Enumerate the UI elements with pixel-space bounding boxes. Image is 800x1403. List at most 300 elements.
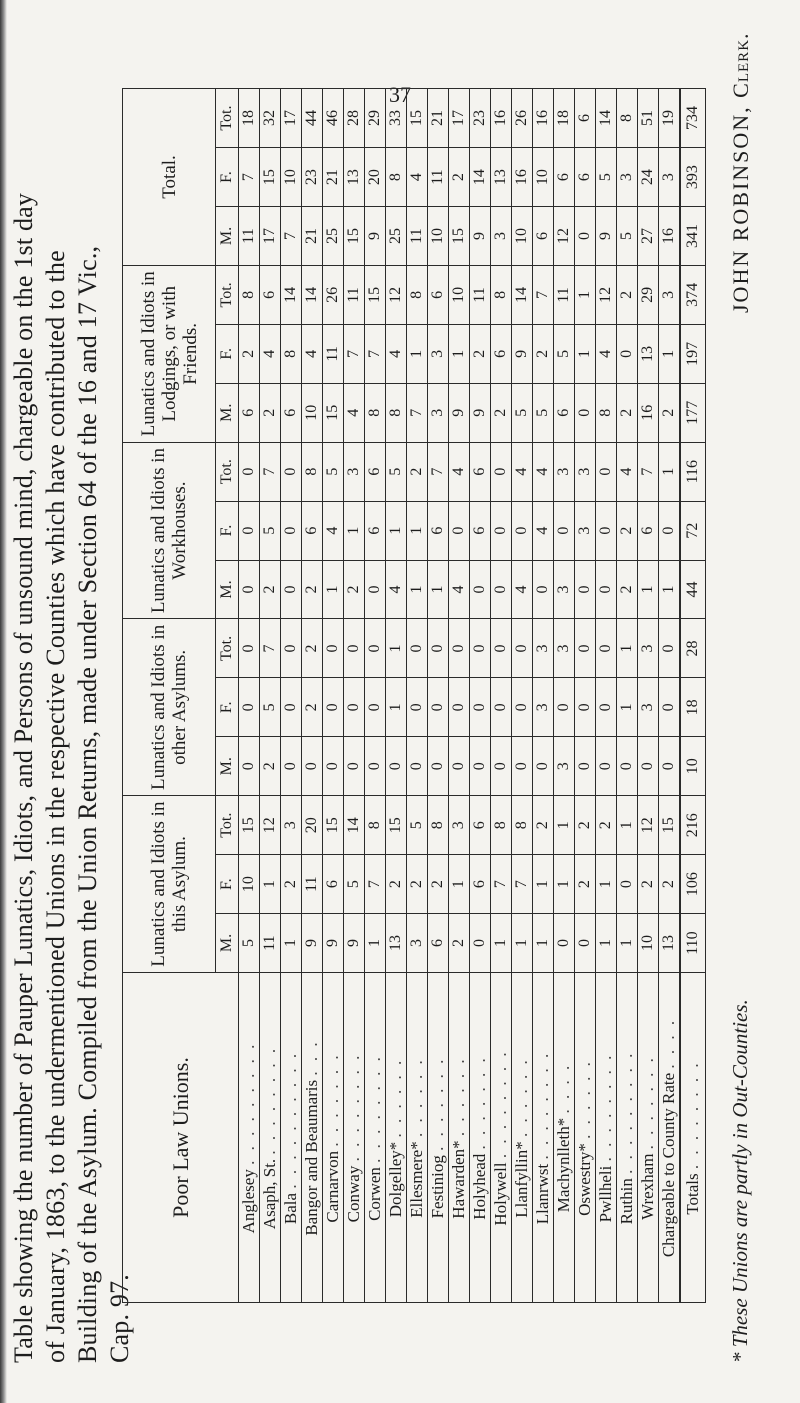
cell-value: 4 (449, 442, 470, 501)
cell-value: 0 (365, 737, 386, 796)
table-title (8, 43, 136, 1363)
cell-value: 1 (533, 914, 554, 973)
cell-value: 8 (386, 383, 407, 442)
cell-value: 9 (449, 383, 470, 442)
cell-value: 5 (554, 324, 575, 383)
leader-dots: . . . . . . (407, 1057, 426, 1138)
cell-value: 0 (596, 501, 617, 560)
union-label: Asaph, St. (260, 1158, 279, 1230)
cell-value: 17 (260, 207, 281, 266)
cell-value: 4 (512, 560, 533, 619)
cell-value: 46 (323, 89, 344, 148)
cell-value: 7 (638, 442, 659, 501)
cell-value: 11 (239, 207, 260, 266)
union-name (281, 973, 302, 1303)
cell-value: 8 (365, 796, 386, 855)
union-name (365, 973, 386, 1303)
cell-value: 3 (554, 442, 575, 501)
cell-value: 4 (323, 501, 344, 560)
cell-value: 6 (239, 383, 260, 442)
cell-value: 6 (281, 383, 302, 442)
subheader-1-tot: Tot. (216, 796, 239, 855)
cell-value: 0 (575, 914, 596, 973)
union-name (617, 973, 638, 1303)
cell-value: 0 (344, 737, 365, 796)
cell-value: 4 (302, 324, 323, 383)
cell-value: 11 (260, 914, 281, 973)
cell-value: 8 (491, 796, 512, 855)
subheader-3-m: M. (216, 560, 239, 619)
cell-value: 6 (323, 855, 344, 914)
title-line-1: Table showing the number of Pauper Lunatics, Idiots, and Persons of unsound mind, chargeable on the 1st day (9, 192, 38, 1363)
cell-value: 0 (512, 678, 533, 737)
cell-value: 4 (512, 442, 533, 501)
union-name (407, 973, 428, 1303)
cell-value: 3 (638, 619, 659, 678)
cell-value: 0 (575, 383, 596, 442)
cell-value: 8 (281, 324, 302, 383)
cell-value: 0 (512, 737, 533, 796)
cell-value: 10 (512, 207, 533, 266)
cell-value: 0 (659, 501, 681, 560)
total-value: 177 (680, 383, 706, 442)
cell-value: 0 (554, 914, 575, 973)
subheader-3-tot: Tot. (216, 442, 239, 501)
cell-value: 6 (533, 207, 554, 266)
cell-value: 2 (428, 855, 449, 914)
cell-value: 0 (428, 737, 449, 796)
cell-value: 15 (449, 207, 470, 266)
cell-value: 3 (428, 324, 449, 383)
union-label: Bangor and Beaumaris (302, 1079, 321, 1236)
cell-value: 3 (533, 619, 554, 678)
cell-value: 2 (617, 383, 638, 442)
total-value: 116 (680, 442, 706, 501)
union-label: Holyhead (470, 1153, 489, 1220)
table-row (386, 89, 407, 1303)
cell-value: 11 (554, 265, 575, 324)
cell-value: 3 (617, 148, 638, 207)
cell-value: 0 (365, 560, 386, 619)
cell-value: 0 (491, 737, 512, 796)
cell-value: 21 (428, 89, 449, 148)
cell-value: 0 (470, 914, 491, 973)
cell-value: 7 (533, 265, 554, 324)
union-label: Ellesmere (407, 1149, 426, 1218)
cell-value: 9 (512, 324, 533, 383)
cell-value: 14 (512, 265, 533, 324)
cell-value: 0 (596, 442, 617, 501)
subheader-3-f: F. (216, 501, 239, 560)
cell-value: 25 (323, 207, 344, 266)
cell-value: 2 (239, 324, 260, 383)
cell-value: 3 (575, 501, 596, 560)
cell-value: 0 (407, 737, 428, 796)
union-label: Anglesey (239, 1169, 258, 1234)
cell-value: 0 (428, 678, 449, 737)
cell-value: 8 (596, 383, 617, 442)
cell-value: 0 (365, 678, 386, 737)
subheader-2-f: F. (216, 678, 239, 737)
table-row (428, 89, 449, 1303)
cell-value: 4 (449, 560, 470, 619)
cell-value: 15 (365, 265, 386, 324)
cell-value: 15 (407, 89, 428, 148)
cell-value: 1 (407, 501, 428, 560)
cell-value: 14 (281, 265, 302, 324)
cell-value: 10 (533, 148, 554, 207)
cell-value: 0 (365, 619, 386, 678)
total-value: 734 (680, 89, 706, 148)
union-asterisk: * (554, 1117, 573, 1127)
cell-value: 11 (428, 148, 449, 207)
union-name (302, 973, 323, 1303)
total-value: 110 (680, 914, 706, 973)
table-row (638, 89, 659, 1303)
cell-value: 0 (344, 619, 365, 678)
cell-value: 10 (449, 265, 470, 324)
cell-value: 18 (554, 89, 575, 148)
cell-value: 21 (302, 207, 323, 266)
cell-value: 2 (407, 855, 428, 914)
table-row (239, 89, 260, 1303)
totals-row (680, 89, 706, 1303)
cell-value: 0 (554, 501, 575, 560)
cell-value: 1 (617, 678, 638, 737)
cell-value: 1 (617, 796, 638, 855)
union-name (260, 973, 281, 1303)
total-value: 10 (680, 737, 706, 796)
leader-dots: . . . . . . . . (491, 1049, 510, 1159)
subheader-4-tot: Tot. (216, 265, 239, 324)
leader-dots: . . . . . . . . (683, 1060, 702, 1170)
cell-value: 8 (512, 796, 533, 855)
union-name (575, 973, 596, 1303)
union-name (239, 973, 260, 1303)
table-row (407, 89, 428, 1303)
clerk-signature (728, 32, 754, 313)
union-asterisk: * (575, 1143, 594, 1152)
cell-value: 9 (344, 914, 365, 973)
cell-value: 9 (596, 207, 617, 266)
cell-value: 9 (302, 914, 323, 973)
cell-value: 2 (344, 560, 365, 619)
cell-value: 15 (323, 383, 344, 442)
cell-value: 1 (575, 324, 596, 383)
cell-value: 15 (239, 796, 260, 855)
cell-value: 29 (638, 265, 659, 324)
cell-value: 12 (554, 207, 575, 266)
returns-table (122, 88, 706, 1303)
returns-table-area (122, 88, 702, 1303)
union-label: Carnarvon (323, 1150, 342, 1223)
cell-value: 2 (533, 796, 554, 855)
union-name (638, 973, 659, 1303)
cell-value: 5 (323, 442, 344, 501)
cell-value: 13 (386, 914, 407, 973)
cell-value: 17 (449, 89, 470, 148)
cell-value: 0 (596, 678, 617, 737)
union-name (596, 973, 617, 1303)
cell-value: 5 (386, 442, 407, 501)
cell-value: 7 (491, 855, 512, 914)
cell-value: 4 (617, 442, 638, 501)
cell-value: 0 (659, 619, 681, 678)
cell-value: 14 (596, 89, 617, 148)
cell-value: 3 (554, 619, 575, 678)
cell-value: 3 (638, 678, 659, 737)
union-name (554, 973, 575, 1303)
cell-value: 7 (239, 148, 260, 207)
cell-value: 4 (386, 324, 407, 383)
cell-value: 12 (596, 265, 617, 324)
table-row (470, 89, 491, 1303)
cell-value: 0 (491, 678, 512, 737)
total-value: 44 (680, 560, 706, 619)
cell-value: 0 (449, 501, 470, 560)
union-asterisk: * (386, 1141, 405, 1151)
cell-value: 51 (638, 89, 659, 148)
cell-value: 4 (407, 148, 428, 207)
cell-value: 1 (281, 914, 302, 973)
cell-value: 1 (386, 678, 407, 737)
cell-value: 0 (617, 324, 638, 383)
page-number: 37 (389, 82, 411, 107)
cell-value: 14 (344, 796, 365, 855)
total-value: 393 (680, 148, 706, 207)
cell-value: 0 (575, 560, 596, 619)
table-row (281, 89, 302, 1303)
cell-value: 8 (428, 796, 449, 855)
cell-value: 3 (575, 442, 596, 501)
cell-value: 0 (281, 619, 302, 678)
cell-value: 15 (659, 796, 681, 855)
subheader-2-m: M. (216, 737, 239, 796)
cell-value: 0 (512, 501, 533, 560)
cell-value: 0 (470, 619, 491, 678)
cell-value: 23 (302, 148, 323, 207)
cell-value: 2 (281, 855, 302, 914)
cell-value: 26 (323, 265, 344, 324)
subheader-4-m: M. (216, 383, 239, 442)
cell-value: 15 (260, 148, 281, 207)
cell-value: 16 (512, 148, 533, 207)
leader-dots: . . . . . . . . . . (281, 1050, 300, 1189)
cell-value: 7 (407, 383, 428, 442)
cell-value: 1 (365, 914, 386, 973)
table-row (260, 89, 281, 1303)
cell-value: 2 (638, 855, 659, 914)
cell-value: 8 (302, 442, 323, 501)
total-value: 106 (680, 855, 706, 914)
leader-dots: . . . . (659, 1017, 678, 1069)
cell-value: 15 (323, 796, 344, 855)
cell-value: 1 (428, 560, 449, 619)
cell-value: 12 (638, 796, 659, 855)
table-row (491, 89, 512, 1303)
leader-dots: . . . . . . . . (344, 1052, 363, 1162)
cell-value: 3 (281, 796, 302, 855)
cell-value: 0 (239, 737, 260, 796)
union-label: Holywell (491, 1162, 510, 1226)
leader-dots: . . . . . . . (638, 1055, 657, 1150)
header-poor-law-unions: Poor Law Unions. (123, 973, 239, 1303)
union-label: Pwllheli (596, 1165, 615, 1223)
cell-value: 8 (407, 265, 428, 324)
cell-value: 16 (533, 89, 554, 148)
cell-value: 6 (491, 324, 512, 383)
cell-value: 6 (428, 501, 449, 560)
cell-value: 12 (386, 265, 407, 324)
union-label: Chargeable to County Rate (659, 1072, 678, 1258)
cell-value: 2 (386, 855, 407, 914)
cell-value: 2 (302, 619, 323, 678)
cell-value: 5 (407, 796, 428, 855)
cell-value: 1 (386, 501, 407, 560)
cell-value: 16 (491, 89, 512, 148)
union-asterisk: * (449, 1140, 468, 1149)
cell-value: 0 (323, 737, 344, 796)
clerk-name: JOHN ROBINSON, (728, 105, 753, 313)
union-label: Bala (281, 1192, 300, 1225)
table-row (323, 89, 344, 1303)
header-workhouses: Lunatics and Idiots in Workhouses. (123, 442, 216, 619)
cell-value: 11 (407, 207, 428, 266)
cell-value: 0 (533, 737, 554, 796)
cell-value: 7 (428, 442, 449, 501)
cell-value: 0 (596, 737, 617, 796)
cell-value: 1 (512, 914, 533, 973)
cell-value: 0 (470, 560, 491, 619)
cell-value: 0 (239, 560, 260, 619)
subheader-1-m: M. (216, 914, 239, 973)
cell-value: 0 (617, 855, 638, 914)
cell-value: 8 (617, 89, 638, 148)
cell-value: 1 (344, 501, 365, 560)
cell-value: 5 (239, 914, 260, 973)
union-label: Machynlleth (554, 1126, 573, 1213)
total-value: 18 (680, 678, 706, 737)
subheader-5-tot: Tot. (216, 89, 239, 148)
cell-value: 2 (260, 383, 281, 442)
cell-value: 10 (281, 148, 302, 207)
cell-value: 2 (260, 737, 281, 796)
cell-value: 11 (470, 265, 491, 324)
cell-value: 4 (386, 560, 407, 619)
subheader-2-tot: Tot. (216, 619, 239, 678)
cell-value: 23 (470, 89, 491, 148)
cell-value: 0 (491, 501, 512, 560)
cell-value: 2 (302, 678, 323, 737)
cell-value: 0 (239, 442, 260, 501)
cell-value: 3 (554, 737, 575, 796)
total-value: 72 (680, 501, 706, 560)
cell-value: 9 (365, 207, 386, 266)
union-asterisk: * (407, 1141, 426, 1150)
cell-value: 7 (365, 324, 386, 383)
cell-value: 6 (260, 265, 281, 324)
leader-dots: . . . (302, 1039, 321, 1076)
cell-value: 12 (260, 796, 281, 855)
header-lodgings: Lunatics and Idiots in Lodgings, or with Friends. (123, 265, 216, 442)
cell-value: 10 (239, 855, 260, 914)
leader-dots: . . . . . . . (470, 1055, 489, 1150)
cell-value: 0 (386, 737, 407, 796)
cell-value: 8 (386, 148, 407, 207)
cell-value: 1 (407, 324, 428, 383)
cell-value: 17 (281, 89, 302, 148)
cell-value: 2 (617, 560, 638, 619)
union-label: Festiniog (428, 1155, 447, 1219)
cell-value: 0 (407, 619, 428, 678)
leader-dots: . . . . . . . . (260, 1045, 279, 1155)
leader-dots: . . . . (554, 1062, 573, 1114)
cell-value: 0 (281, 442, 302, 501)
cell-value: 1 (386, 619, 407, 678)
union-name (470, 973, 491, 1303)
cell-value: 6 (365, 501, 386, 560)
leader-dots: . . . . . . . . (533, 1050, 552, 1160)
table-row (302, 89, 323, 1303)
cell-value: 6 (470, 442, 491, 501)
cell-value: 1 (575, 265, 596, 324)
cell-value: 0 (575, 737, 596, 796)
cell-value: 0 (449, 619, 470, 678)
cell-value: 0 (512, 619, 533, 678)
subheader-5-m: M. (216, 207, 239, 266)
cell-value: 2 (449, 148, 470, 207)
cell-value: 0 (575, 207, 596, 266)
cell-value: 1 (449, 324, 470, 383)
leader-dots: . . . . . . (449, 1056, 468, 1137)
cell-value: 2 (659, 383, 681, 442)
union-label: Wrexham (638, 1153, 657, 1220)
cell-value: 0 (449, 737, 470, 796)
cell-value: 0 (575, 619, 596, 678)
cell-value: 16 (659, 207, 681, 266)
table-row (575, 89, 596, 1303)
leader-dots: . . . . . . (386, 1057, 405, 1138)
leader-dots: . . . . . . . . (596, 1052, 615, 1162)
cell-value: 0 (491, 560, 512, 619)
cell-value: 4 (344, 383, 365, 442)
cell-value: 2 (302, 560, 323, 619)
cell-value: 2 (470, 324, 491, 383)
cell-value: 4 (533, 442, 554, 501)
cell-value: 9 (323, 914, 344, 973)
table-row (554, 89, 575, 1303)
cell-value: 13 (344, 148, 365, 207)
cell-value: 5 (617, 207, 638, 266)
cell-value: 1 (407, 560, 428, 619)
cell-value: 21 (323, 148, 344, 207)
union-name (491, 973, 512, 1303)
cell-value: 0 (659, 678, 681, 737)
cell-value: 1 (617, 914, 638, 973)
cell-value: 7 (365, 855, 386, 914)
cell-value: 3 (407, 914, 428, 973)
title-line-2: of January, 1863, to the undermentioned Unions in the respective Counties which have contributed to the (41, 250, 70, 1363)
cell-value: 2 (260, 560, 281, 619)
union-name (659, 973, 681, 1303)
cell-value: 9 (470, 207, 491, 266)
cell-value: 1 (554, 796, 575, 855)
cell-value: 1 (260, 855, 281, 914)
cell-value: 1 (596, 914, 617, 973)
cell-value: 1 (596, 855, 617, 914)
cell-value: 7 (344, 324, 365, 383)
cell-value: 6 (365, 442, 386, 501)
